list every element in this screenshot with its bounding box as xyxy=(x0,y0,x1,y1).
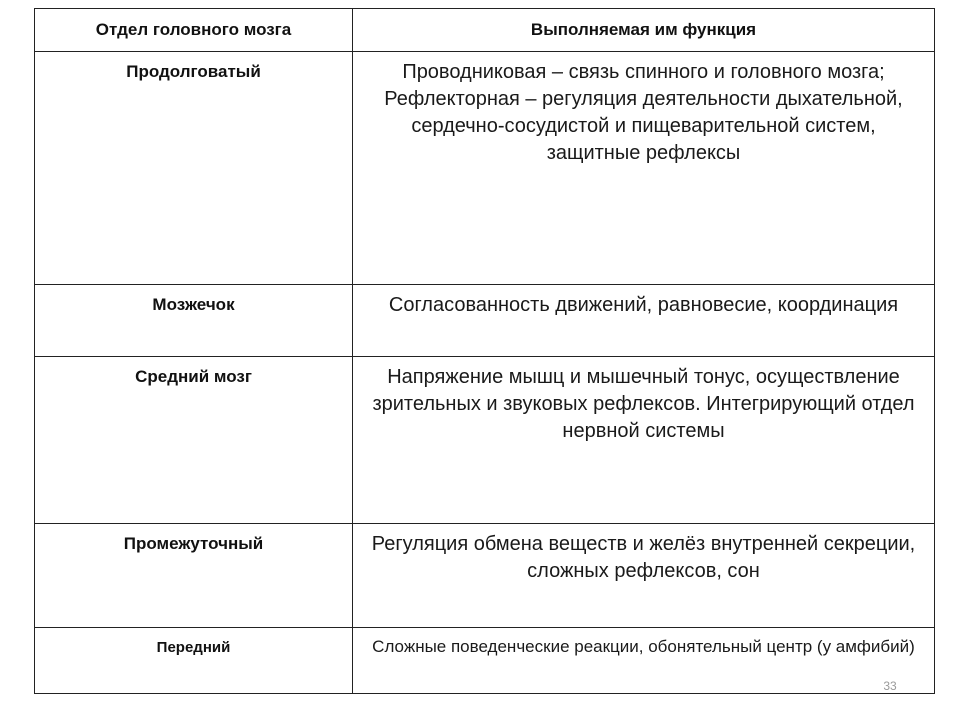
brain-functions-table xyxy=(34,8,935,694)
function-cell xyxy=(353,628,935,694)
table-row xyxy=(35,357,935,524)
function-cell xyxy=(353,285,935,357)
table-row xyxy=(35,52,935,285)
function-cell xyxy=(353,357,935,524)
section-name: Промежуточный xyxy=(123,534,264,553)
section-name: Передний xyxy=(156,639,231,656)
section-cell xyxy=(35,628,353,694)
section-name: Мозжечок xyxy=(152,295,235,314)
function-text xyxy=(353,52,934,167)
function-cell xyxy=(353,524,935,628)
table-row xyxy=(35,628,935,694)
section-name: Продолговатый xyxy=(126,62,261,81)
table-header-row xyxy=(35,9,935,52)
function-cell xyxy=(353,52,935,285)
function-line: Проводниковая – связь спинного и головного мозга; Рефлекторная – регуляция деятельности дыхательной, сердечно-сосудистой и пищеварительной систем, защитные рефлексы xyxy=(384,61,903,164)
section-cell xyxy=(35,357,353,524)
table-row xyxy=(35,285,935,357)
section-cell xyxy=(35,524,353,628)
header-function: Выполняемая им функция xyxy=(353,9,935,52)
section-name: Средний мозг xyxy=(135,367,252,386)
header-brain-section: Отдел головного мозга xyxy=(35,9,353,52)
table-row xyxy=(35,524,935,628)
function-text: Регуляция обмена веществ и желёз внутренней секреции, сложных рефлексов, сон xyxy=(371,533,916,582)
section-cell xyxy=(35,285,353,357)
function-text: Сложные поведенческие реакции, обонятельный центр (у амфибий) xyxy=(372,637,915,656)
function-text: Напряжение мышц и мышечный тонус, осуществление зрительных и звуковых рефлексов. Интегрирующий отдел нервной системы xyxy=(372,366,915,442)
function-text: Согласованность движений, равновесие, координация xyxy=(388,294,899,316)
section-cell xyxy=(35,52,353,285)
page-number: 33 xyxy=(883,679,897,693)
